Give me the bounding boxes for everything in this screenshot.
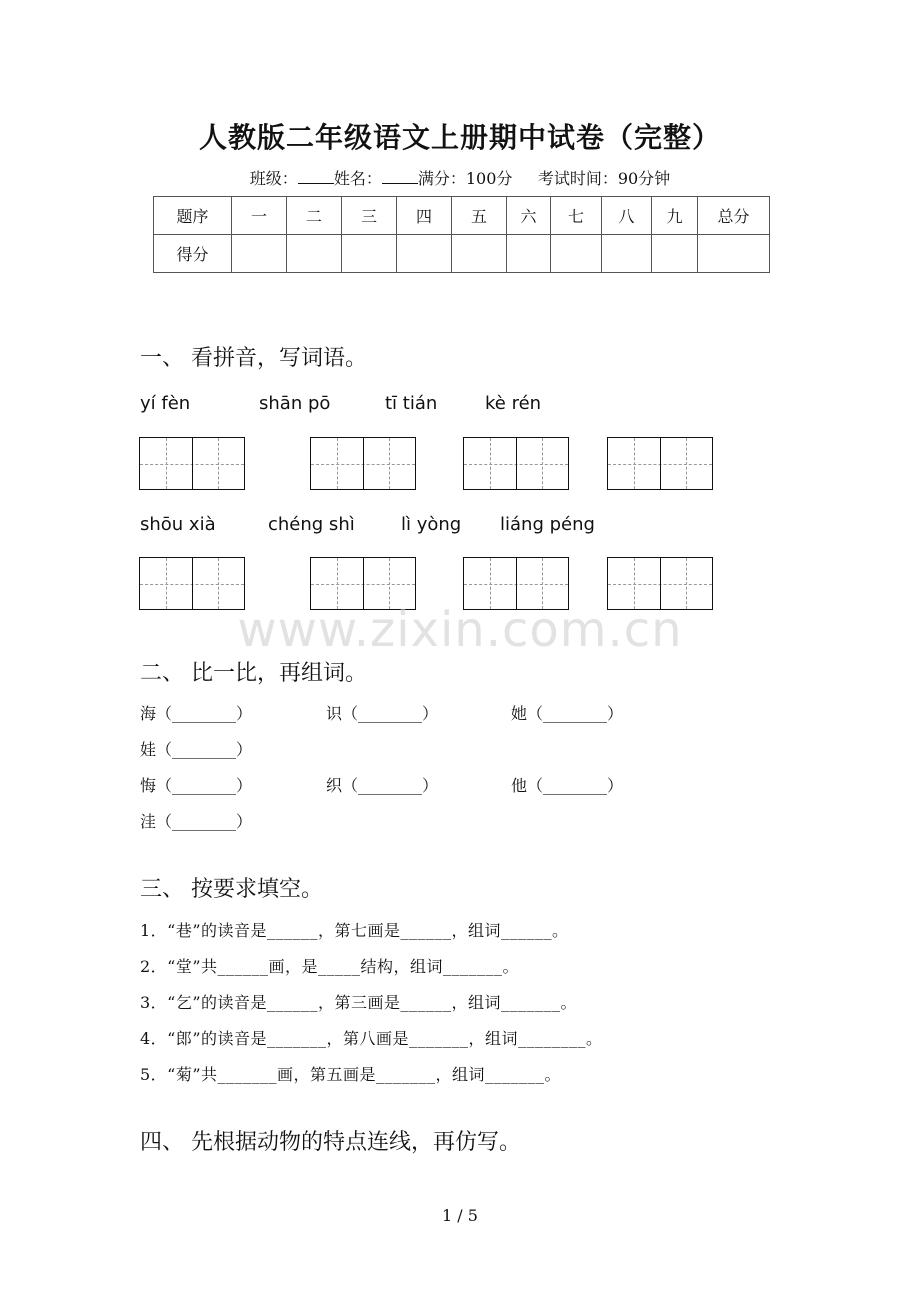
page-number: 1 / 5	[442, 1206, 478, 1225]
pinyin-4: kè rén	[485, 393, 542, 414]
writing-grid[interactable]	[310, 437, 416, 490]
name-blank	[382, 169, 418, 184]
page-title: 人教版二年级语文上册期中试卷（完整）	[198, 121, 721, 154]
score-cell[interactable]	[342, 235, 397, 273]
header-cell: 三	[342, 197, 397, 235]
class-blank	[298, 169, 334, 184]
section1-heading: 一、 看拼音，写词语。	[140, 346, 367, 371]
header-cell: 八	[602, 197, 652, 235]
compare-item[interactable]: 洼（________）	[140, 812, 253, 831]
compare-item[interactable]: 她（________）	[511, 704, 624, 723]
full-score: 满分：100分	[417, 169, 513, 188]
exam-time: 考试时间：90分钟	[537, 169, 671, 188]
header-cell: 题序	[154, 197, 232, 235]
score-table	[153, 196, 770, 273]
score-cell[interactable]	[652, 235, 698, 273]
class-label: 班级：	[249, 169, 298, 188]
header-cell: 九	[652, 197, 698, 235]
writing-grid[interactable]	[607, 437, 713, 490]
watermark: www.zixin.com.cn	[237, 602, 683, 658]
section3-heading: 三、 按要求填空。	[140, 877, 323, 902]
pinyin-6: chéng shì	[268, 514, 355, 535]
pinyin-7: lì yòng	[401, 514, 462, 535]
pinyin-8: liáng péng	[500, 514, 595, 535]
compare-item[interactable]: 织（________）	[326, 776, 439, 795]
pinyin-5: shōu xià	[140, 514, 216, 535]
pinyin-2: shān pō	[259, 393, 331, 414]
writing-grid[interactable]	[139, 437, 245, 490]
fill-line[interactable]: 3．“乞”的读音是______，第三画是______，组词_______。	[140, 993, 578, 1012]
name-label: 姓名：	[333, 169, 382, 188]
fill-line[interactable]: 2．“堂”共______画，是_____结构，组词_______。	[140, 957, 520, 976]
fill-line[interactable]: 1．“巷”的读音是______，第七画是______，组词______。	[140, 921, 569, 940]
compare-item[interactable]: 娃（________）	[140, 740, 253, 759]
score-cell[interactable]	[507, 235, 551, 273]
writing-grid[interactable]	[463, 437, 569, 490]
score-cell[interactable]	[452, 235, 507, 273]
score-cell[interactable]	[232, 235, 287, 273]
pinyin-3: tī tián	[385, 393, 438, 414]
section2-heading: 二、 比一比，再组词。	[140, 661, 367, 686]
header-cell: 七	[551, 197, 602, 235]
score-cell[interactable]	[698, 235, 770, 273]
row-label: 得分	[154, 235, 232, 273]
header-cell: 五	[452, 197, 507, 235]
score-cell[interactable]	[397, 235, 452, 273]
header-cell: 总分	[698, 197, 770, 235]
fill-line[interactable]: 4．“郎”的读音是_______，第八画是_______，组词________。	[140, 1029, 603, 1048]
score-header-row	[154, 197, 770, 235]
compare-item[interactable]: 他（________）	[511, 776, 624, 795]
exam-info	[0, 166, 920, 189]
fill-line[interactable]: 5．“菊”共_______画，第五画是_______，组词_______。	[140, 1065, 562, 1084]
compare-item[interactable]: 悔（________）	[140, 776, 253, 795]
header-cell: 一	[232, 197, 287, 235]
score-row	[154, 235, 770, 273]
pinyin-1: yí fèn	[140, 393, 191, 414]
score-cell[interactable]	[551, 235, 602, 273]
score-cell[interactable]	[602, 235, 652, 273]
compare-item[interactable]: 识（________）	[326, 704, 439, 723]
header-cell: 四	[397, 197, 452, 235]
compare-item[interactable]: 海（________）	[140, 704, 253, 723]
header-cell: 六	[507, 197, 551, 235]
section4-heading: 四、 先根据动物的特点连线，再仿写。	[140, 1130, 521, 1155]
header-cell: 二	[287, 197, 342, 235]
score-cell[interactable]	[287, 235, 342, 273]
